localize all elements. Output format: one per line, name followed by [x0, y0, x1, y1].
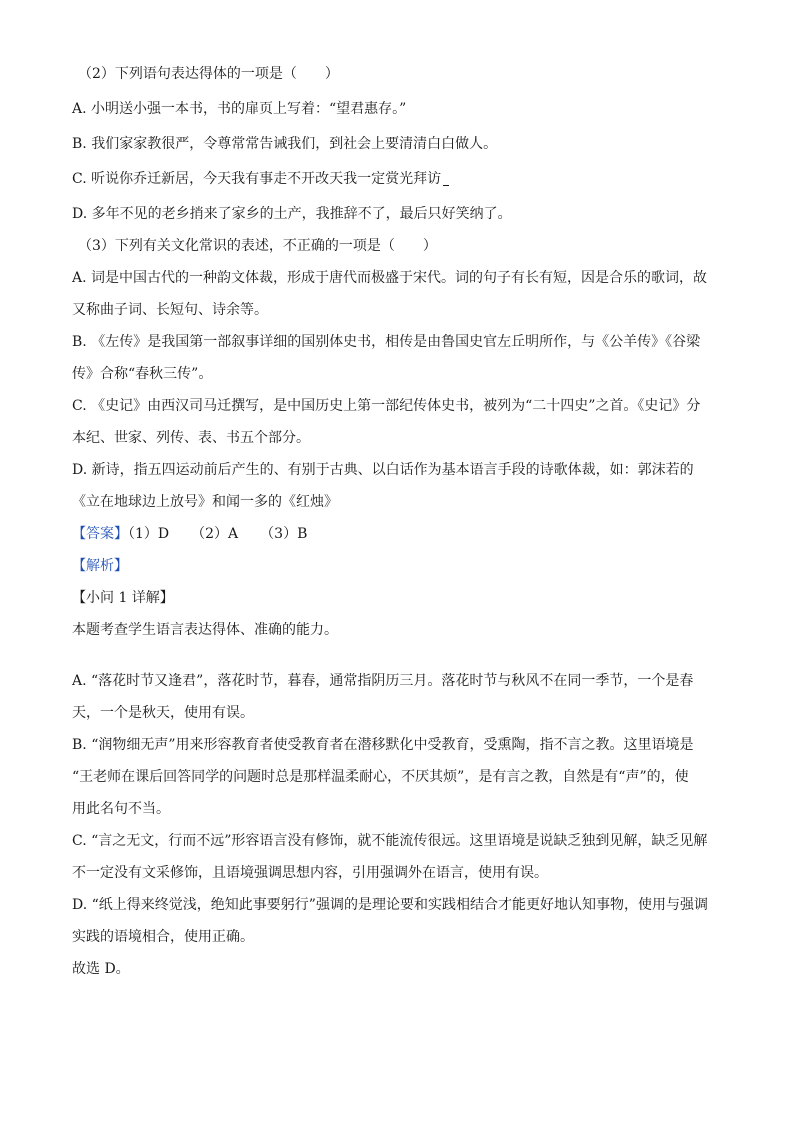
analysis-d-line2: 实践的语境相合，使用正确。	[72, 929, 254, 945]
answer-line	[72, 524, 732, 545]
underline-mark	[443, 171, 449, 186]
document-page	[72, 64, 732, 980]
question-2-option-d: D. 多年不见的老乡捎来了家乡的土产，我推辞不了，最后只好笑纳了。	[72, 206, 512, 222]
question-2-option-c	[72, 169, 732, 190]
question-3-option-d-line1: D. 新诗，指五四运动前后产生的、有别于古典、以白话作为基本语言手段的诗歌体裁，如：郭沫若的	[72, 462, 694, 478]
analysis-tag: 【解析】	[72, 558, 128, 574]
question-2-option-c-text: C. 听说你乔迁新居，今天我有事走不开改天我一定赏光拜访	[72, 171, 442, 187]
analysis-b-line1: B. “润物细无声”用来形容教育者使受教育者在潜移默化中受教育，受熏陶，指不言之教。这里语境是	[72, 737, 694, 753]
answer-2: （2）A	[191, 526, 239, 542]
sub-question-1-heading: 【小问 1 详解】	[72, 590, 174, 606]
question-3-option-b-line1: B. 《左传》是我国第一部叙事详细的国别体史书，相传是由鲁国史官左丘明所作，与《公羊传》《谷梁	[72, 334, 701, 350]
analysis-c-line2: 不一定没有文采修饰，且语境强调思想内容，引用强调外在语言，使用有误。	[72, 865, 548, 881]
question-3-option-c-line2: 本纪、世家、列传、表、书五个部分。	[72, 430, 310, 446]
analysis-a-line1: A. “落花时节又逢君”，落花时节，暮春，通常指阴历三月。落花时节与秋风不在同一季节，一个是春	[72, 673, 694, 689]
question-3-title: （3）下列有关文化常识的表述，不正确的一项是（ ）	[78, 238, 437, 254]
answer-tag: 【答案】	[72, 526, 128, 542]
analysis-d-line1: D. “纸上得来终觉浅，绝知此事要躬行”强调的是理论要和实践相结合才能更好地认知事物，使用与强调	[72, 897, 708, 913]
question-3-option-a-line1: A. 词是中国古代的一种韵文体裁，形成于唐代而极盛于宋代。词的句子有长有短，因是合乐的歌词，故	[72, 270, 708, 286]
question-3-option-d-line2: 《立在地球边上放号》和闻一多的《红烛》	[72, 494, 338, 510]
question-2-option-b: B. 我们家家教很严，令尊常常告诫我们，到社会上要清清白白做人。	[72, 136, 498, 152]
analysis-b-line2: “王老师在课后回答同学的问题时总是那样温柔耐心，不厌其烦”，是有言之教，自然是有“声”的，使	[72, 769, 689, 785]
answer-3: （3）B	[260, 526, 308, 542]
analysis-a-line2: 天，一个是秋天，使用有误。	[72, 705, 254, 721]
answer-1: （1）D	[128, 526, 170, 542]
analysis-conclusion: 故选 D。	[72, 961, 130, 977]
analysis-intro: 本题考查学生语言表达得体、准确的能力。	[72, 622, 338, 638]
analysis-c-line1: C. “言之无文，行而不远”形容语言没有修饰，就不能流传很远。这里语境是说缺乏独到见解，缺乏见解	[72, 833, 708, 849]
question-3-option-b-line2: 传》合称“春秋三传”。	[72, 366, 213, 382]
question-2-option-a: A. 小明送小强一本书，书的扉页上写着：“望君惠存。”	[72, 101, 407, 117]
question-3-option-a-line2: 又称曲子词、长短句、诗余等。	[72, 302, 268, 318]
analysis-b-line3: 用此名句不当。	[72, 801, 170, 817]
question-2-title: （2）下列语句表达得体的一项是（ ）	[78, 66, 339, 82]
question-3-option-c-line1: C. 《史记》由西汉司马迁撰写，是中国历史上第一部纪传体史书，被列为“二十四史”之首。《史记》分	[72, 398, 701, 414]
